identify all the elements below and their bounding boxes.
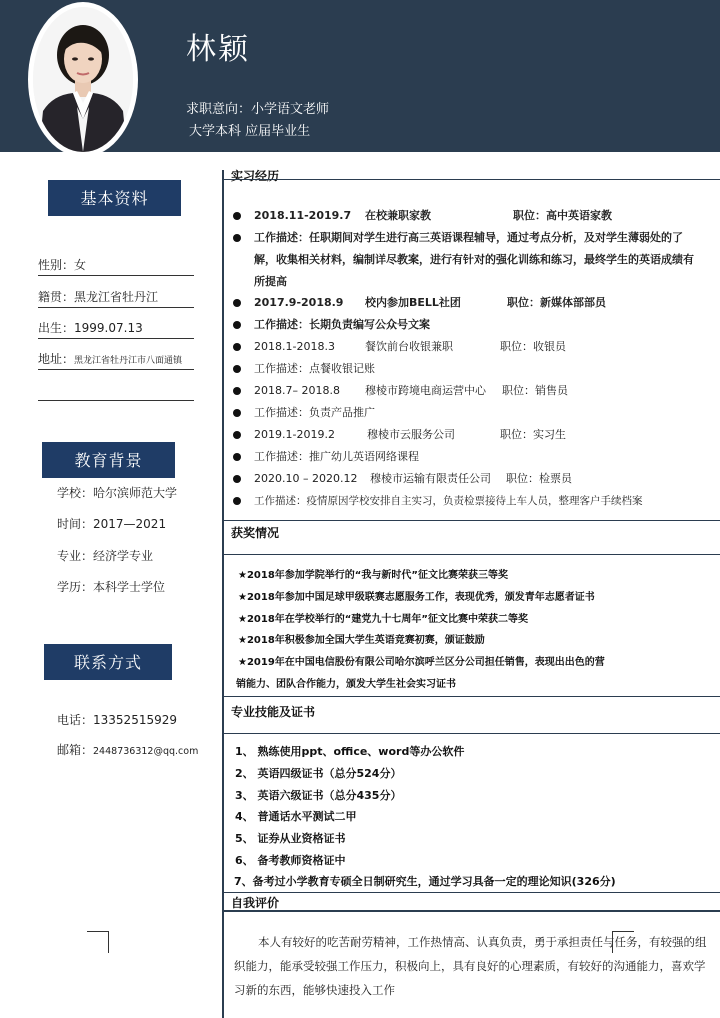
exp-date: 2020.10 – 2020.12	[254, 472, 358, 485]
exp-place: 校内参加BELL社团	[365, 296, 461, 309]
gender-value: 女	[74, 258, 87, 272]
bullet-icon	[233, 321, 241, 329]
bullet-icon	[233, 431, 241, 439]
skill-line: 1、 熟练使用ppt、office、word等办公软件	[235, 745, 465, 758]
corner-mark	[612, 931, 634, 953]
birth-value: 1999.07.13	[74, 321, 143, 335]
self-eval-heading: 自我评价	[231, 896, 280, 910]
exp-role: 职位：收银员	[500, 340, 566, 353]
exp-date: 2017.9-2018.9	[254, 296, 344, 309]
exp-date: 2019.1-2019.2	[254, 428, 335, 441]
exp-role: 职位：销售员	[502, 384, 568, 397]
exp-place: 餐饮前台收银兼职	[365, 340, 453, 353]
self-eval-text: 本人有较好的吃苦耐劳精神，工作热情高、认真负责，勇于承担责任与任务，有较强的组织能力，能承受较强工作压力，积极向上，具有良好的心理素质，有较好的沟通能力，喜欢学习新的东西，能够快速投入工作	[234, 935, 707, 997]
email-row	[57, 741, 198, 758]
education-heading: 教育背景	[42, 442, 175, 478]
job-intent: 求职意向：小学语文老师	[186, 102, 330, 117]
degree-status: 大学本科 应届毕业生	[189, 124, 311, 139]
address-label: 地址：	[38, 352, 75, 366]
exp-place: 穆棱市跨境电商运营中心	[365, 384, 486, 397]
bullet-icon	[233, 365, 241, 373]
exp-description: 工作描述：长期负责编写公众号文案	[254, 318, 430, 331]
diploma-text: 学历：本科学士学位	[57, 580, 166, 594]
divider	[38, 400, 194, 401]
major-text: 专业：经济学专业	[57, 549, 154, 563]
exp-role: 职位：新媒体部部员	[507, 296, 606, 309]
native-place-row	[38, 288, 194, 305]
address-value: 黑龙江省牡丹江市八面通镇	[74, 356, 183, 366]
bullet-icon	[233, 387, 241, 395]
internship-heading: 实习经历	[231, 169, 280, 183]
gender-label: 性别：	[38, 258, 75, 272]
native-place-value: 黑龙江省牡丹江	[74, 290, 159, 304]
exp-description: 工作描述：任职期间对学生进行高三英语课程辅导，通过考点分析，及对学生薄弱处的了解，收集相关材料，编制详尽教案，进行有针对的强化训练和练习，最终学生的英语成绩有所提高	[254, 231, 694, 288]
awards-heading: 获奖情况	[231, 526, 280, 540]
email-label: 邮箱：	[57, 743, 94, 757]
avatar	[33, 7, 133, 152]
basic-info-heading: 基本资料	[48, 180, 181, 216]
list-item	[233, 227, 703, 293]
bullet-icon	[233, 212, 241, 220]
award-line: ★2018年参加中国足球甲级联赛志愿服务工作，表现优秀，颁发青年志愿者证书	[238, 592, 595, 603]
birth-label: 出生：	[38, 321, 75, 335]
bullet-icon	[233, 475, 241, 483]
gender-row	[38, 256, 194, 273]
exp-description: 工作描述：疫情原因学校安排自主实习，负责检票接待上车人员，整理客户手续档案	[254, 495, 643, 507]
award-line: ★2018年积极参加全国大学生英语竞赛初赛，颁证鼓励	[238, 635, 485, 646]
divider	[38, 369, 194, 370]
skill-line: 2、 英语四级证书（总分524分）	[235, 767, 402, 780]
portrait-illustration	[33, 7, 133, 152]
exp-role: 职位：实习生	[500, 428, 566, 441]
exp-description: 工作描述：推广幼儿英语网络课程	[254, 450, 419, 463]
bullet-icon	[233, 453, 241, 461]
corner-mark	[87, 931, 109, 953]
skill-line: 5、 证券从业资格证书	[235, 832, 346, 845]
bullet-icon	[233, 343, 241, 351]
exp-place: 穆棱市运输有限责任公司	[370, 472, 491, 485]
skill-line: 4、 普通话水平测试二甲	[235, 810, 357, 823]
skill-line: 3、 英语六级证书（总分435分）	[235, 789, 402, 802]
award-line: ★2018年在学校举行的“建党九十七周年”征文比赛中荣获二等奖	[238, 614, 528, 625]
bullet-icon	[233, 409, 241, 417]
contact-heading: 联系方式	[44, 644, 172, 680]
native-place-label: 籍贯：	[38, 290, 75, 304]
exp-date: 2018.7– 2018.8	[254, 384, 340, 397]
phone-label: 电话：	[57, 713, 94, 727]
exp-date: 2018.11-2019.7	[254, 209, 352, 222]
email-value: 2448736312@qq.com	[93, 746, 199, 757]
award-line: ★2018年参加学院举行的“我与新时代”征文比赛荣获三等奖	[238, 570, 508, 581]
phone-row	[57, 711, 177, 728]
divider	[224, 910, 720, 912]
skills-heading: 专业技能及证书	[231, 705, 316, 719]
exp-place: 在校兼职家教	[365, 209, 431, 222]
divider	[38, 338, 194, 339]
exp-description: 工作描述：点餐收银记账	[254, 362, 375, 375]
bullet-icon	[233, 299, 241, 307]
divider	[38, 307, 194, 308]
skill-line: 6、 备考教师资格证中	[235, 854, 346, 867]
exp-description: 工作描述：负责产品推广	[254, 406, 375, 419]
bullet-icon	[233, 497, 241, 505]
birth-row	[38, 319, 194, 336]
exp-place: 穆棱市云服务公司	[367, 428, 455, 441]
exp-role: 职位：检票员	[506, 472, 572, 485]
phone-value: 13352515929	[93, 713, 177, 727]
exp-date: 2018.1-2018.3	[254, 340, 335, 353]
address-row	[38, 350, 194, 367]
bullet-icon	[233, 234, 241, 242]
award-line: 销能力、团队合作能力，颁发大学生社会实习证书	[236, 679, 456, 690]
exp-role: 职位：高中英语家教	[513, 209, 612, 222]
school-text: 学校：哈尔滨师范大学	[57, 486, 178, 500]
skill-line: 7、备考过小学教育专硕全日制研究生，通过学习具备一定的理论知识(326分)	[234, 875, 616, 888]
candidate-name: 林颖	[186, 32, 250, 67]
period-text: 时间：2017—2021	[57, 517, 167, 531]
award-line: ★2019年在中国电信股份有限公司哈尔滨呼兰区分公司担任销售，表现出出色的营	[238, 657, 605, 668]
divider	[38, 275, 194, 276]
